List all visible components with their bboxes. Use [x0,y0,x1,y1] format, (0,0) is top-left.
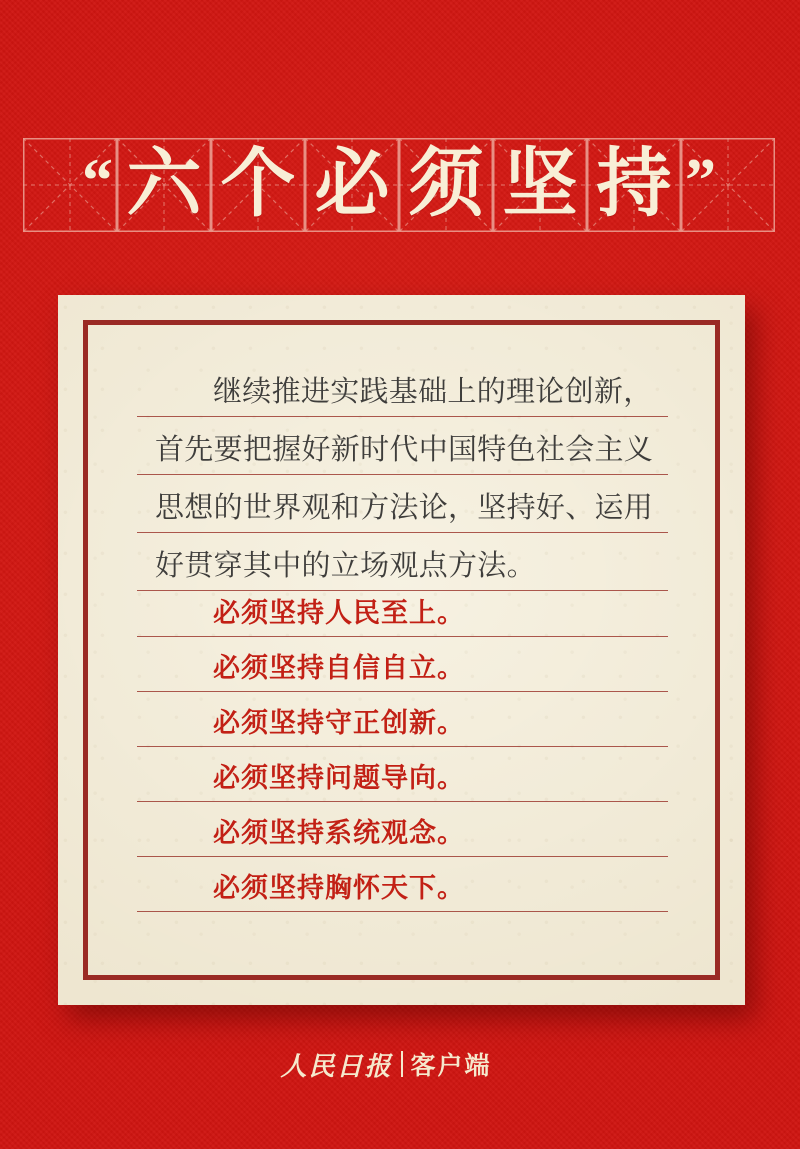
title-open-quote: “ [82,147,113,215]
paragraph-line-4: 好贯穿其中的立场观点方法。 [137,533,668,591]
title-char-2: 个 [220,143,296,226]
footer-brand [0,1044,786,1084]
list-item-3: 必须坚持守正创新。 [137,692,668,747]
title-char-1: 六 [126,143,202,226]
list-item-1: 必须坚持人民至上。 [137,591,668,637]
peoples-daily-logo: 人民日报 [280,1051,393,1082]
title-char-3: 必 [314,143,390,226]
content-card [58,295,745,1005]
title-close-quote: ” [685,147,716,215]
list-item-6: 必须坚持胸怀天下。 [137,857,668,912]
paragraph-line-1: 继续推进实践基础上的理论创新， [137,359,668,417]
list-item-4: 必须坚持问题导向。 [137,747,668,802]
paragraph-line-2: 首先要把握好新时代中国特色社会主义 [137,417,668,475]
list-item-5: 必须坚持系统观念。 [137,802,668,857]
title-char-6: 持 [596,143,672,226]
card-text-block [137,359,668,912]
title-band [23,138,775,232]
title-char-5: 坚 [502,143,578,226]
brand-divider-bar [401,1051,403,1077]
title-char-4: 须 [408,143,484,226]
list-item-2: 必须坚持自信自立。 [137,637,668,692]
paragraph-line-3: 思想的世界观和方法论，坚持好、运用 [137,475,668,533]
page-title [23,138,775,232]
brand-client-label: 客户端 [410,1052,492,1080]
